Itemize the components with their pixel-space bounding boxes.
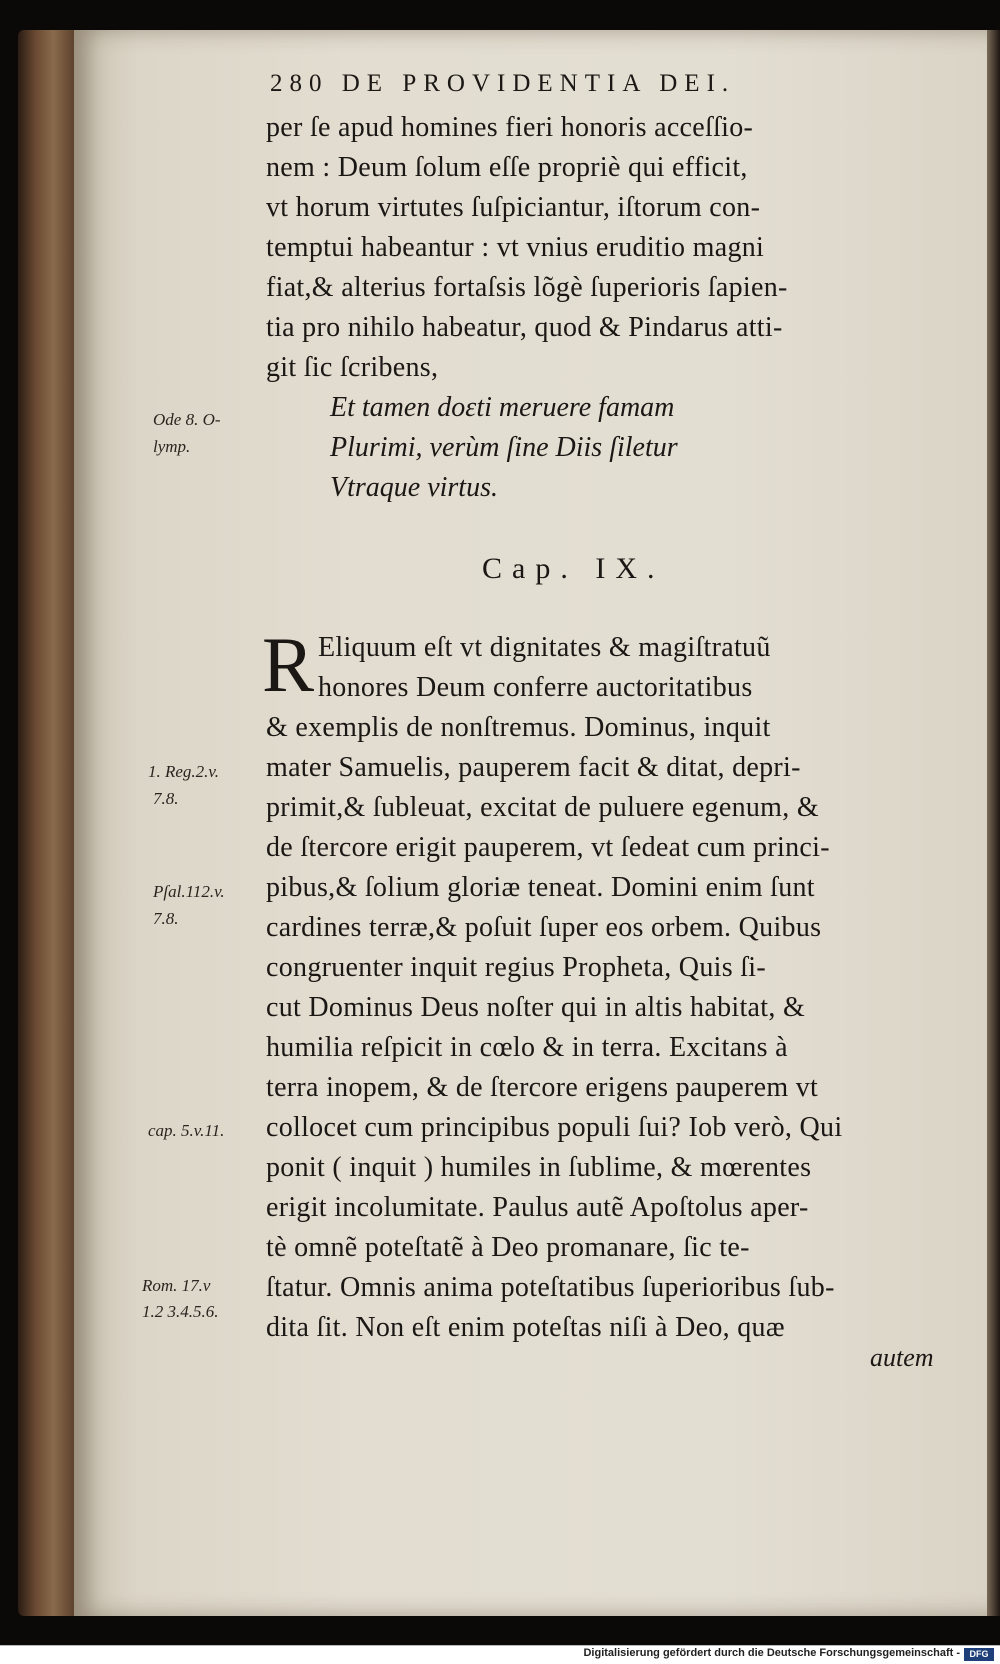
margin-note: Pſal.112.v. (153, 882, 225, 901)
margin-note: 1.2 3.4.5.6. (142, 1302, 219, 1321)
drop-cap: R (262, 621, 315, 708)
body-line: nem : Deum ſolum eſſe propriè qui efficit, (266, 152, 748, 183)
margin-note: Ode 8. O- (153, 410, 221, 429)
verse-line: Vtraque virtus. (330, 472, 498, 503)
body-line: Eliquum eſt vt dignitates & magiſtratuũ (318, 632, 771, 663)
body-line: collocet cum principibus populi ſui? Iob verò, Qui (266, 1112, 843, 1143)
margin-note: Rom. 17.v (142, 1276, 211, 1295)
body-line: dita ſit. Non eſt enim poteſtas niſi à Deo, quæ (266, 1312, 785, 1343)
margin-note: 1. Reg.2.v. (148, 762, 219, 781)
verse-line: Plurimi, verùm ſine Diis ſiletur (330, 432, 678, 463)
body-line: mater Samuelis, pauperem facit & ditat, depri- (266, 752, 801, 783)
body-line: fiat,& alterius fortaſsis lõgè ſuperioris ſapien- (266, 272, 788, 303)
body-line: primit,& ſubleuat, excitat de puluere egenum, & (266, 792, 819, 823)
running-head: 280 DE PROVIDENTIA DEI. (270, 70, 736, 97)
margin-note: 7.8. (153, 909, 179, 928)
footer-credit-text: Digitalisierung gefördert durch die Deutsche Forschungsgemeinschaft - (583, 1647, 960, 1659)
page-right-edge (987, 30, 1000, 1616)
catchword: autem (870, 1343, 934, 1372)
body-line: de ſtercore erigit pauperem, vt ſedeat cum princi- (266, 832, 830, 863)
body-line: pibus,& ſolium gloriæ teneat. Domini enim ſunt (266, 872, 815, 903)
body-line: honores Deum conferre auctoritatibus (318, 672, 753, 703)
body-line: per ſe apud homines fieri honoris acceſſio- (266, 112, 754, 143)
body-line: ponit ( inquit ) humiles in ſublime, & mœrentes (266, 1152, 812, 1183)
verse-line: Et tamen doɛti meruere famam (330, 392, 675, 423)
body-line: git ſic ſcribens, (266, 352, 439, 383)
margin-note: lymp. (153, 437, 191, 456)
body-line: terra inopem, & de ſtercore erigens pauperem vt (266, 1072, 819, 1103)
margin-note: 7.8. (153, 789, 179, 808)
body-line: cardines terræ,& poſuit ſuper eos orbem. Quibus (266, 912, 822, 943)
body-line: & exemplis de nonſtremus. Dominus, inquit (266, 712, 771, 743)
chapter-heading: Cap. IX. (482, 552, 665, 585)
footer-bar (0, 1645, 1000, 1664)
body-line: tia pro nihilo habeatur, quod & Pindarus atti- (266, 312, 783, 343)
body-line: humilia reſpicit in cœlo & in terra. Excitans à (266, 1032, 788, 1063)
book-spine-edge (18, 30, 82, 1616)
body-line: congruenter inquit regius Propheta, Quis ſi- (266, 952, 766, 983)
body-line: vt horum virtutes ſuſpiciantur, iſtorum con- (266, 192, 761, 223)
body-line: cut Dominus Deus noſter qui in altis habitat, & (266, 992, 806, 1023)
body-line: tè omnẽ poteſtatẽ à Deo promanare, ſic te- (266, 1232, 750, 1263)
body-line: temptui habeantur : vt vnius eruditio magni (266, 232, 765, 263)
body-line: erigit incolumitate. Paulus autẽ Apoſtolus aper- (266, 1192, 809, 1223)
margin-note: cap. 5.v.11. (148, 1121, 225, 1140)
dfg-logo-icon: DFG (964, 1648, 994, 1661)
body-line: ſtatur. Omnis anima poteſtatibus ſuperioribus ſub- (266, 1272, 835, 1303)
